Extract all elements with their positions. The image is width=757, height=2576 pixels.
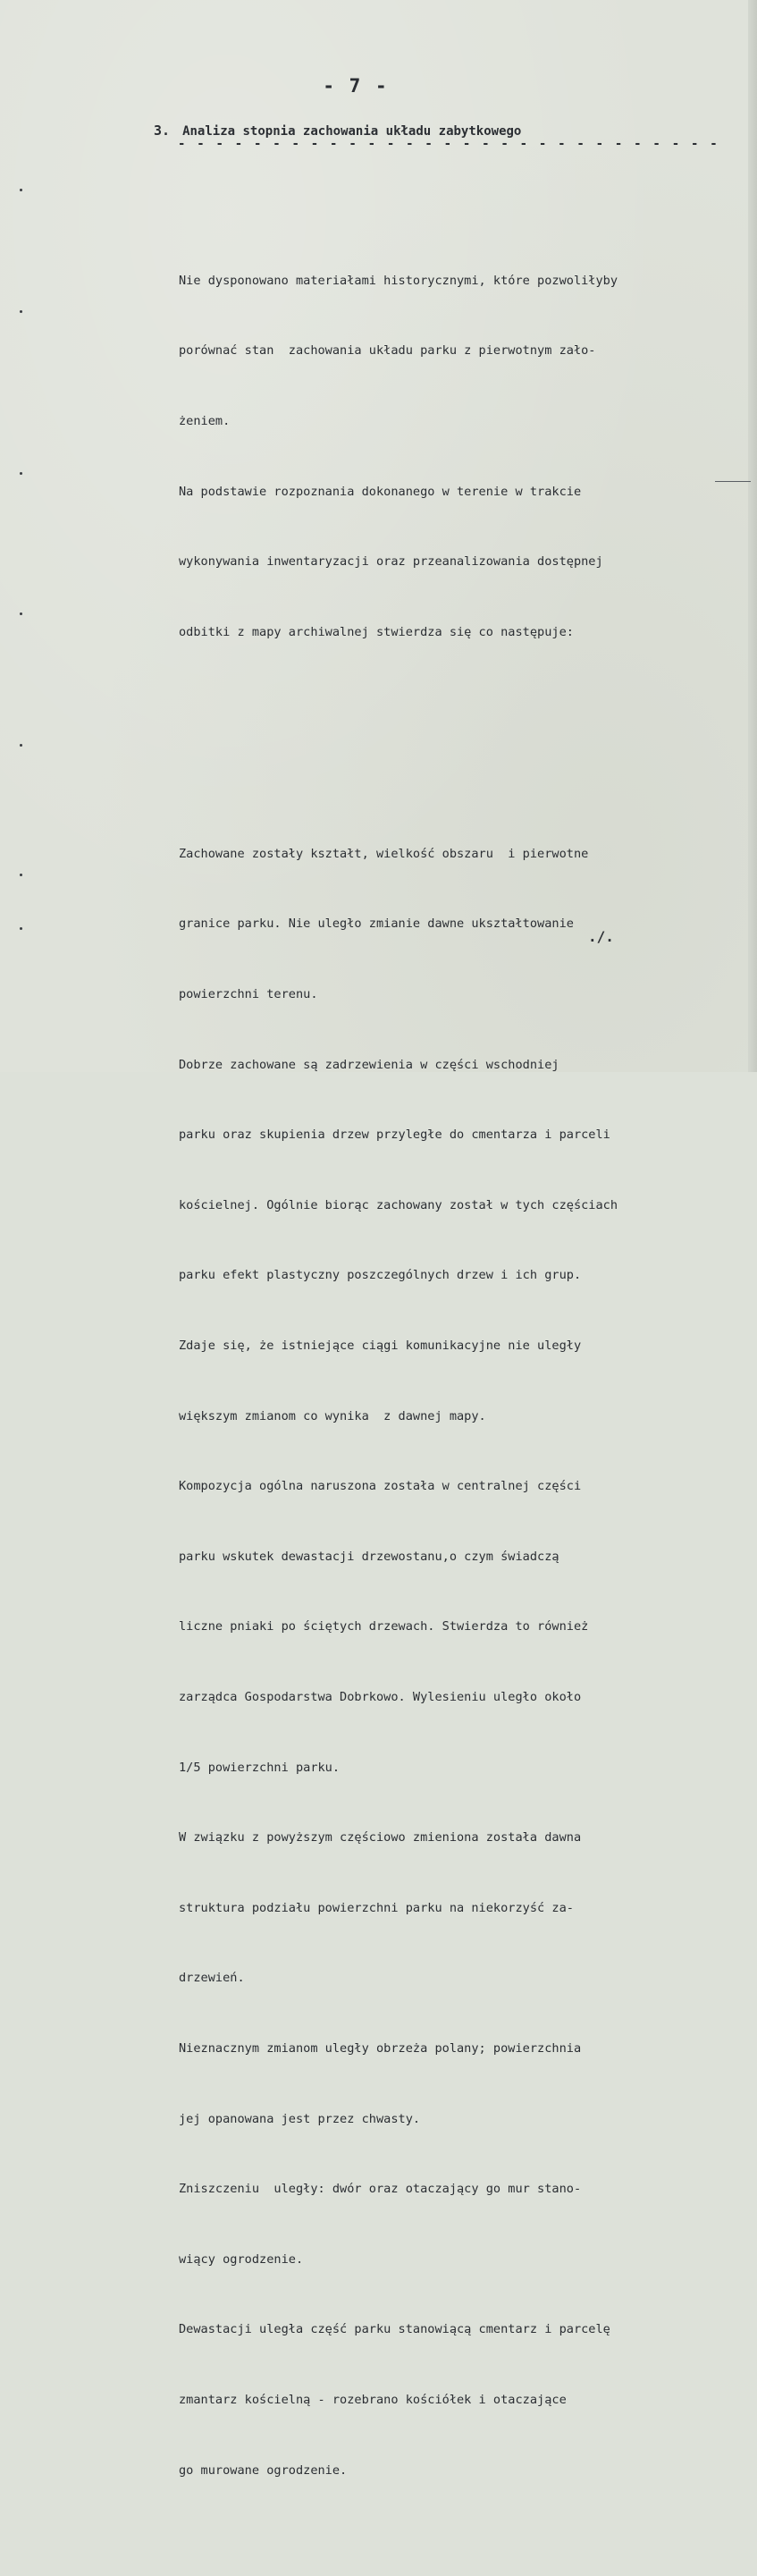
text-line: zarządca Gospodarstwa Dobrkowo. Wylesieniu uległo około [179,1690,582,1704]
body-text [179,175,751,2576]
text-line: drzewień. [179,1971,245,1986]
text-line: żeniem. [179,414,231,429]
text-line: wykonywania inwentaryzacji oraz przeanalizowania dostępnej [179,554,603,570]
text-line: odbitki z mapy archiwalnej stwierdza się co następuje: [179,624,574,639]
paragraph-findings [179,795,751,2529]
text-line: jej opanowana jest przez chwasty. [179,2111,421,2126]
text-line: Kompozycja ogólna naruszona została w centralnej części [179,1479,582,1494]
margin-dot [20,927,22,930]
end-mark: ./. [588,928,614,945]
text-line: W związku z powyższym częściowo zmieniona została dawna [179,1830,582,1845]
text-line: Nie dysponowano materiałami historycznymi, które pozwoliłyby [179,273,618,288]
text-line: porównać stan zachowania układu parku z pierwotnym zało- [179,343,596,359]
paragraph-intro [179,222,751,690]
text-line: większym zmianom co wynika z dawnej mapy. [179,1408,486,1423]
page-number: - 7 - [323,75,389,97]
margin-dot [20,472,22,475]
text-line: zmantarz kościelną - rozebrano kościółek i otaczające [179,2393,567,2408]
section-title: Analiza stopnia zachowania układu zabytkowego [182,124,522,139]
text-line: parku oraz skupienia drzew przyległe do cmentarza i parceli [179,1128,610,1143]
margin-dot [20,189,22,191]
text-line: 1/5 powierzchni parku. [179,1760,341,1775]
margin-dot [20,612,22,615]
text-line: Na podstawie rozpoznania dokonanego w terenie w trakcie [179,484,582,499]
text-line: powierzchni terenu. [179,986,318,1001]
text-line: struktura podziału powierzchni parku na niekorzyść za- [179,1900,574,1915]
text-line: Dobrze zachowane są zadrzewienia w części wschodniej [179,1057,559,1072]
text-line: liczne pniaki po ściętych drzewach. Stwierdza to również [179,1619,589,1634]
text-line: kościelnej. Ogólnie biorąc zachowany został w tych częściach [179,1197,618,1212]
margin-dot [20,744,22,747]
text-line: wiący ogrodzenie. [179,2251,304,2267]
heading-underline: - - - - - - - - - - - - - - - - - - - - - - - - - - - - - [178,137,719,151]
text-line: Zdaje się, że istniejące ciągi komunikacyjne nie uległy [179,1338,582,1353]
text-line: Nieznacznym zmianom uległy obrzeża polany; powierzchnia [179,2041,582,2057]
text-line: parku efekt plastyczny poszczególnych drzew i ich grup. [179,1268,582,1283]
text-line: granice parku. Nie uległo zmianie dawne ukształtowanie [179,916,574,932]
paragraph-gap [179,738,751,748]
text-line: Zachowane zostały kształt, wielkość obszaru i pierwotne [179,846,589,861]
text-line: Zniszczeniu uległy: dwór oraz otaczający go mur stano- [179,2182,582,2197]
section-number: 3. [154,122,171,139]
stray-pen-mark [715,481,751,482]
margin-dot [20,310,22,313]
margin-dot [20,874,22,876]
text-line: parku wskutek dewastacji drzewostanu,o czym świadczą [179,1549,559,1564]
text-line: go murowane ogrodzenie. [179,2462,348,2478]
text-line: Dewastacji uległa część parku stanowiącą cmentarz i parcelę [179,2322,610,2337]
